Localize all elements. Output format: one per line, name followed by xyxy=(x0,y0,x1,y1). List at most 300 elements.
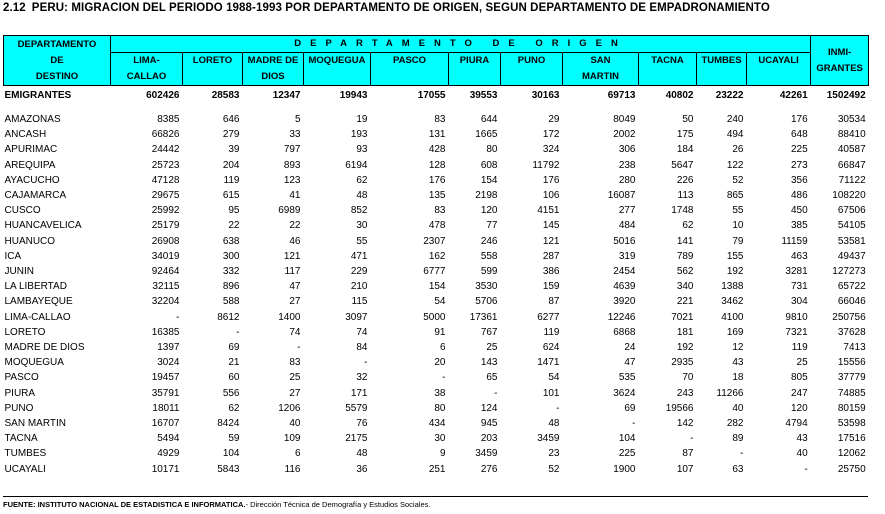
row-value: 5706 xyxy=(475,296,498,308)
row-value: 4929 xyxy=(157,448,180,460)
row-value: 9810 xyxy=(785,311,808,323)
row-value: 240 xyxy=(726,114,744,125)
emigrantes-value: 17055 xyxy=(417,90,446,102)
row-value: 145 xyxy=(542,220,560,232)
row-value: 486 xyxy=(790,190,808,202)
table-row xyxy=(4,173,869,188)
row-value: 40 xyxy=(796,448,808,460)
row-department: LAMBAYEQUE xyxy=(4,296,73,308)
emigrantes-value: 39553 xyxy=(469,90,498,102)
row-value: 55 xyxy=(732,205,744,217)
row-value: 1665 xyxy=(475,129,498,141)
row-value: 171 xyxy=(350,387,368,399)
header-origin-col-l2: DIOS xyxy=(261,71,285,82)
emigrantes-value: 28583 xyxy=(211,90,240,102)
row-value: 450 xyxy=(790,205,808,217)
row-value: 70 xyxy=(682,372,694,384)
row-department: UCAYALI xyxy=(4,463,46,475)
row-value: 176 xyxy=(542,174,560,186)
row-value: 37628 xyxy=(837,326,866,338)
row-value: 62 xyxy=(682,220,694,232)
table-row xyxy=(4,188,869,203)
row-value: 484 xyxy=(618,220,636,232)
row-value: 88410 xyxy=(837,129,866,141)
row-value: 106 xyxy=(542,190,560,202)
row-value: 80 xyxy=(434,402,446,414)
header-inmigrantes xyxy=(811,36,869,86)
row-value: 18 xyxy=(732,372,744,384)
row-value: 192 xyxy=(676,342,694,354)
header-origin-col-l2 xyxy=(697,69,746,85)
header-origin-col-l1: MADRE DE xyxy=(247,55,299,66)
row-value: 25179 xyxy=(151,220,180,232)
row-value: 428 xyxy=(428,144,446,156)
row-value: 54105 xyxy=(837,220,866,232)
migration-table xyxy=(3,35,869,477)
row-value: 251 xyxy=(428,463,446,475)
row-value: 121 xyxy=(542,235,560,247)
row-value: 225 xyxy=(790,144,808,156)
row-value: 76 xyxy=(356,418,368,430)
table-header xyxy=(4,36,869,86)
row-value: 300 xyxy=(222,250,240,262)
row-value: 494 xyxy=(726,129,744,141)
row-department: ANCASH xyxy=(4,129,47,141)
row-value: 62 xyxy=(228,402,240,414)
row-value: 71122 xyxy=(838,174,866,186)
header-origin-col-l1: PIURA xyxy=(459,55,490,66)
header-origin-col-l1: UCAYALI xyxy=(758,55,799,66)
row-value: 210 xyxy=(350,281,368,293)
row-value: 26 xyxy=(732,144,744,156)
row-value: - xyxy=(364,357,368,369)
row-value: 2935 xyxy=(671,357,694,369)
row-department: AREQUIPA xyxy=(4,159,56,171)
table-row xyxy=(4,370,869,385)
row-department: AYACUCHO xyxy=(4,174,60,186)
row-value: 30534 xyxy=(837,114,866,125)
row-value: - xyxy=(442,372,446,384)
row-value: 32204 xyxy=(151,296,180,308)
row-value: - xyxy=(556,402,560,414)
table-row xyxy=(4,127,869,142)
row-value: 8612 xyxy=(217,311,240,323)
row-value: 52 xyxy=(732,174,744,186)
row-value: 91 xyxy=(434,326,446,338)
row-value: 535 xyxy=(618,372,636,384)
row-value: 340 xyxy=(676,281,694,293)
row-value: 588 xyxy=(222,296,240,308)
row-value: 6868 xyxy=(613,326,636,338)
row-value: 48 xyxy=(356,448,368,460)
emigrantes-value: 1502492 xyxy=(826,90,866,102)
row-value: 644 xyxy=(480,114,498,125)
row-value: 141 xyxy=(676,235,694,247)
emigrantes-value: 12347 xyxy=(272,90,301,102)
row-value: 386 xyxy=(542,266,560,278)
row-value: 5 xyxy=(294,114,301,125)
row-value: - xyxy=(804,463,808,475)
row-value: 896 xyxy=(222,281,240,293)
row-value: 108220 xyxy=(832,190,866,202)
row-value: 203 xyxy=(480,433,498,445)
row-department: PIURA xyxy=(4,387,36,399)
row-value: 74885 xyxy=(837,387,866,399)
row-value: 19457 xyxy=(151,372,180,384)
row-value: 805 xyxy=(790,372,808,384)
row-department: SAN MARTIN xyxy=(4,418,66,430)
row-value: 3281 xyxy=(785,266,808,278)
row-value: 17361 xyxy=(469,311,498,323)
row-value: 193 xyxy=(350,129,368,141)
row-value: 89 xyxy=(732,433,744,445)
row-value: 562 xyxy=(676,266,694,278)
row-value: 95 xyxy=(228,205,240,217)
row-value: 11266 xyxy=(716,387,744,399)
row-value: 8424 xyxy=(217,418,240,430)
header-origin-col-l2: CALLAO xyxy=(126,71,167,82)
row-value: 4639 xyxy=(613,281,636,293)
row-department: HUANUCO xyxy=(4,235,56,247)
row-value: 1471 xyxy=(537,357,560,369)
row-value: 59 xyxy=(228,433,240,445)
table-row xyxy=(4,431,869,446)
row-value: 35791 xyxy=(151,387,180,399)
row-value: 478 xyxy=(428,220,446,232)
row-department: PASCO xyxy=(4,372,39,384)
row-value: 192 xyxy=(726,266,744,278)
row-value: 1388 xyxy=(721,281,744,293)
row-value: 107 xyxy=(676,463,694,475)
row-value: 39 xyxy=(228,144,240,156)
row-value: 16707 xyxy=(151,418,180,430)
row-value: 7021 xyxy=(671,311,694,323)
table-row xyxy=(4,401,869,416)
table-row xyxy=(4,416,869,431)
row-department: LIMA-CALLAO xyxy=(4,311,71,323)
row-value: 356 xyxy=(790,174,808,186)
row-value: 273 xyxy=(790,159,808,171)
emigrantes-value: 23222 xyxy=(715,90,744,102)
table-row xyxy=(4,234,869,249)
row-value: 797 xyxy=(283,144,301,156)
row-department: LA LIBERTAD xyxy=(4,281,67,293)
row-value: 20 xyxy=(434,357,446,369)
table-body xyxy=(4,86,869,477)
row-department: MADRE DE DIOS xyxy=(4,342,85,354)
header-left-line1: DEPARTAMENTO xyxy=(17,38,97,50)
row-value: 19 xyxy=(356,114,368,125)
row-value: 24442 xyxy=(151,144,180,156)
row-value: 69 xyxy=(228,342,240,354)
table-row xyxy=(4,112,869,127)
header-origin-col-l2 xyxy=(501,69,562,85)
row-value: 117 xyxy=(284,266,301,278)
row-value: 36 xyxy=(356,463,368,475)
header-origin-col-l1: PASCO xyxy=(392,55,427,66)
row-value: 176 xyxy=(790,114,808,125)
row-value: 169 xyxy=(726,326,744,338)
row-value: - xyxy=(494,387,498,399)
header-origin-col xyxy=(111,53,183,86)
header-left-line3: DESTINO xyxy=(35,70,79,82)
row-value: 385 xyxy=(790,220,808,232)
row-value: 3459 xyxy=(537,433,560,445)
row-value: 646 xyxy=(222,114,240,125)
row-value: 6777 xyxy=(423,266,446,278)
row-value: 2002 xyxy=(613,129,636,141)
row-value: 5579 xyxy=(345,402,368,414)
row-value: 225 xyxy=(618,448,636,460)
emigrantes-value: 602426 xyxy=(146,90,180,102)
row-value: 1206 xyxy=(278,402,301,414)
row-value: - xyxy=(176,311,180,323)
header-origin-col xyxy=(501,53,563,86)
header-origin-col-l1: PUNO xyxy=(517,55,546,66)
footer-divider xyxy=(3,496,868,497)
row-value: 175 xyxy=(676,129,694,141)
row-value: 16385 xyxy=(151,326,180,338)
row-value: 49437 xyxy=(837,250,866,262)
source-label: FUENTE: INSTITUTO NACIONAL DE ESTADISTICA E INFORMATICA. xyxy=(3,500,246,509)
row-value: 30 xyxy=(356,220,368,232)
table-row xyxy=(4,340,869,355)
row-value: - xyxy=(297,342,301,354)
row-value: 25 xyxy=(486,342,498,354)
header-origin-col-l2 xyxy=(639,69,696,85)
row-value: 176 xyxy=(428,174,446,186)
table-title-text: PERU: MIGRACION DEL PERIODO 1988-1993 POR DEPARTAMENTO DE ORIGEN, SEGUN DEPARTAMENTO DE EMPADRONAMIENTO xyxy=(31,2,770,14)
row-value: 3624 xyxy=(613,387,636,399)
row-value: 60 xyxy=(228,372,240,384)
row-value: 19566 xyxy=(665,402,694,414)
row-value: 287 xyxy=(542,250,560,262)
header-origin-col xyxy=(747,53,811,86)
row-value: 11159 xyxy=(781,235,808,247)
row-value: 25 xyxy=(289,372,301,384)
row-value: 12062 xyxy=(837,448,866,460)
header-origin-col-l1: MOQUEGUA xyxy=(308,55,366,66)
header-origin-col-l2 xyxy=(747,69,810,85)
row-value: 22 xyxy=(289,220,301,232)
row-department: CAJAMARCA xyxy=(4,190,67,202)
row-value: 3459 xyxy=(475,448,498,460)
source-note xyxy=(3,500,430,509)
row-value: 247 xyxy=(790,387,808,399)
row-department: PUNO xyxy=(4,402,34,414)
row-value: 25992 xyxy=(151,205,180,217)
row-value: 101 xyxy=(542,387,560,399)
row-value: 1400 xyxy=(278,311,301,323)
row-department: LORETO xyxy=(4,326,46,338)
row-value: 172 xyxy=(542,129,560,141)
row-value: 116 xyxy=(284,463,301,475)
row-value: 3097 xyxy=(345,311,368,323)
row-value: 65 xyxy=(486,372,498,384)
row-value: 277 xyxy=(618,205,636,217)
row-value: 25723 xyxy=(151,159,180,171)
row-value: 280 xyxy=(618,174,636,186)
row-value: 306 xyxy=(618,144,636,156)
row-value: 22 xyxy=(228,220,240,232)
row-department: TUMBES xyxy=(4,448,47,460)
row-value: 21 xyxy=(228,357,240,369)
row-value: 648 xyxy=(790,129,808,141)
emigrantes-value: 42261 xyxy=(779,90,808,102)
row-value: 66826 xyxy=(151,129,180,141)
row-value: 48 xyxy=(356,190,368,202)
table-row xyxy=(4,218,869,233)
row-value: 115 xyxy=(351,296,368,308)
page-title xyxy=(3,2,770,14)
row-department: ICA xyxy=(4,250,22,262)
row-value: 12 xyxy=(732,342,744,354)
header-departamento-origen: DEPARTAMENTO DE ORIGEN xyxy=(111,36,811,53)
emigrantes-value: 40802 xyxy=(665,90,694,102)
row-value: 1748 xyxy=(671,205,694,217)
table-number: 2.12 xyxy=(3,2,26,14)
row-value: 66046 xyxy=(837,296,866,308)
row-value: 33 xyxy=(289,129,301,141)
table-row xyxy=(4,142,869,157)
row-value: 43 xyxy=(732,357,744,369)
source-detail: - Dirección Técnica de Demografía y Estudios Sociales. xyxy=(245,500,431,509)
row-value: 29 xyxy=(548,114,560,125)
row-department: HUANCAVELICA xyxy=(4,220,82,232)
row-department: AMAZONAS xyxy=(4,114,61,125)
row-value: 55 xyxy=(356,235,368,247)
row-value: 135 xyxy=(428,190,446,202)
row-value: 731 xyxy=(790,281,808,293)
row-value: 159 xyxy=(542,281,560,293)
row-value: 7321 xyxy=(785,326,808,338)
row-value: 47 xyxy=(289,281,301,293)
row-value: 4151 xyxy=(537,205,560,217)
row-value: 852 xyxy=(350,205,368,217)
row-value: 74 xyxy=(289,326,301,338)
row-value: 8385 xyxy=(157,114,180,125)
emigrantes-row xyxy=(4,86,869,107)
row-value: 46 xyxy=(289,235,301,247)
header-total-line1: INMI- xyxy=(828,46,852,58)
row-value: 893 xyxy=(283,159,301,171)
header-origin-col-l2 xyxy=(371,69,448,85)
row-value: 3920 xyxy=(613,296,636,308)
row-value: 83 xyxy=(289,357,301,369)
row-value: 10 xyxy=(732,220,744,232)
row-value: 25 xyxy=(796,357,808,369)
row-value: 6277 xyxy=(537,311,560,323)
row-value: 767 xyxy=(480,326,498,338)
row-value: 279 xyxy=(222,129,240,141)
header-origin-col-l1: TUMBES xyxy=(701,55,742,66)
header-departamento-destino xyxy=(4,36,111,86)
row-value: 62 xyxy=(356,174,368,186)
row-value: 18011 xyxy=(152,402,180,414)
row-value: 32 xyxy=(356,372,368,384)
header-origin-col-l2 xyxy=(304,69,370,85)
row-value: 40 xyxy=(289,418,301,430)
row-value: 5647 xyxy=(671,159,694,171)
header-origin-col-l2 xyxy=(449,69,500,85)
row-value: 4100 xyxy=(721,311,744,323)
row-value: 10171 xyxy=(151,463,180,475)
row-value: 47 xyxy=(624,357,636,369)
table-row xyxy=(4,249,869,264)
row-value: 26908 xyxy=(151,235,180,247)
row-value: 24 xyxy=(624,342,636,354)
row-value: 84 xyxy=(356,342,368,354)
table-row xyxy=(4,279,869,294)
row-value: 87 xyxy=(682,448,694,460)
table-row xyxy=(4,310,869,325)
row-value: 4794 xyxy=(785,418,808,430)
row-value: 67506 xyxy=(837,205,866,217)
row-value: 83 xyxy=(434,205,446,217)
header-origin-col xyxy=(449,53,501,86)
row-value: 80 xyxy=(486,144,498,156)
row-value: 154 xyxy=(428,281,446,293)
header-origin-col-l1: LIMA- xyxy=(133,55,160,66)
row-value: 119 xyxy=(223,174,240,186)
row-value: 29675 xyxy=(151,190,180,202)
header-left-line2: DE xyxy=(50,54,64,66)
table-row xyxy=(4,462,869,477)
row-value: 17516 xyxy=(837,433,866,445)
row-value: 789 xyxy=(676,250,694,262)
row-value: 5016 xyxy=(613,235,636,247)
table-row xyxy=(4,386,869,401)
row-value: 638 xyxy=(222,235,240,247)
row-value: 304 xyxy=(790,296,808,308)
header-origin-col xyxy=(697,53,747,86)
row-department: MOQUEGUA xyxy=(4,357,64,369)
row-value: 131 xyxy=(428,129,446,141)
row-value: 52 xyxy=(548,463,560,475)
row-value: 121 xyxy=(283,250,301,262)
emigrantes-value: 30163 xyxy=(531,90,560,102)
row-value: 5000 xyxy=(423,311,446,323)
row-value: 69 xyxy=(624,402,636,414)
row-value: 332 xyxy=(222,266,240,278)
header-origin-col xyxy=(183,53,243,86)
header-origin-col xyxy=(371,53,449,86)
row-value: 40587 xyxy=(837,144,866,156)
row-value: 25750 xyxy=(837,463,866,475)
row-value: 53581 xyxy=(837,235,866,247)
row-value: 41 xyxy=(289,190,301,202)
row-value: 87 xyxy=(548,296,560,308)
row-value: - xyxy=(632,418,636,430)
table-row xyxy=(4,264,869,279)
row-value: 162 xyxy=(428,250,446,262)
row-value: 7413 xyxy=(843,342,866,354)
row-value: 113 xyxy=(677,190,694,202)
row-value: 5843 xyxy=(217,463,240,475)
table-row xyxy=(4,325,869,340)
table-row xyxy=(4,355,869,370)
row-value: 142 xyxy=(676,418,694,430)
row-value: 54 xyxy=(434,296,446,308)
row-value: 2454 xyxy=(613,266,636,278)
row-value: 6989 xyxy=(278,205,301,217)
row-value: 1900 xyxy=(613,463,636,475)
row-value: 50 xyxy=(682,114,694,125)
row-value: 9 xyxy=(439,448,446,460)
row-value: 32115 xyxy=(152,281,180,293)
table-row xyxy=(4,203,869,218)
row-value: 556 xyxy=(222,387,240,399)
